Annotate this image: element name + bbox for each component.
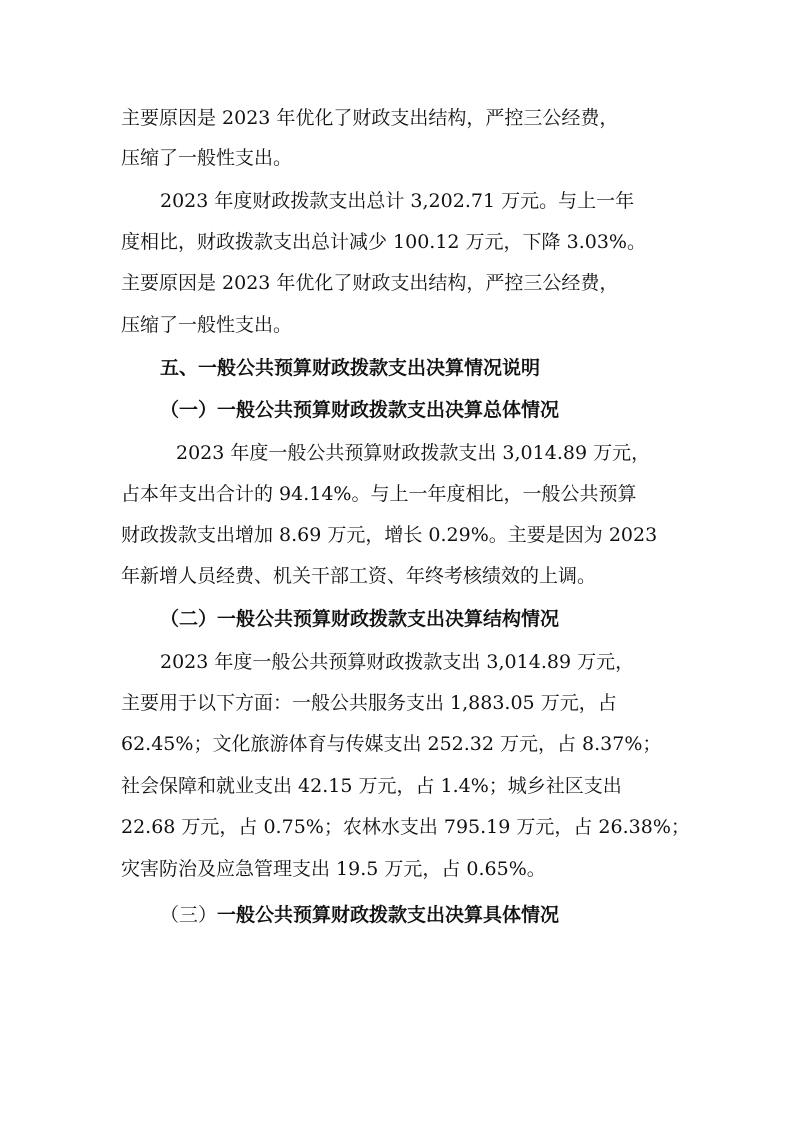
- para3-line3: 财政拨款支出增加 8.69 万元，增长 0.29%。主要是因为 2023: [121, 524, 658, 546]
- para4-line2: 主要用于以下方面：一般公共服务支出 1,883.05 万元，占: [121, 692, 617, 714]
- section5-heading: 五、一般公共预算财政拨款支出决算情况说明: [160, 357, 541, 379]
- subsection3-title: 一般公共预算财政拨款支出决算具体情况: [217, 904, 560, 926]
- para3-line4: 年新增人员经费、机关干部工资、年终考核绩效的上调。: [121, 565, 597, 587]
- subsection2-heading: （二）一般公共预算财政拨款支出决算结构情况: [160, 608, 560, 630]
- subsection1-heading: （一）一般公共预算财政拨款支出决算总体情况: [160, 399, 560, 421]
- para4-line5: 22.68 万元，占 0.75%；农林水支出 795.19 万元，占 26.38%；: [121, 816, 690, 838]
- para2-line2: 度相比，财政拨款支出总计减少 100.12 万元，下降 3.03%。: [121, 231, 646, 253]
- para3-line1: 2023 年度一般公共预算财政拨款支出 3,014.89 万元，: [176, 442, 651, 464]
- subsection3-heading: [160, 902, 559, 928]
- para2-line4: 压缩了一般性支出。: [121, 314, 293, 336]
- para3-line2: 占本年支出合计的 94.14%。与上一年度相比，一般公共预算: [121, 483, 637, 505]
- para4-line3: 62.45%；文化旅游体育与传媒支出 252.32 万元，占 8.37%；: [121, 733, 662, 755]
- para1-line1: 主要原因是 2023 年优化了财政支出结构，严控三公经费，: [121, 107, 619, 129]
- para2-line1: 2023 年度财政拨款支出总计 3,202.71 万元。与上一年: [160, 190, 635, 212]
- para4-line1: 2023 年度一般公共预算财政拨款支出 3,014.89 万元，: [160, 651, 635, 673]
- para2-line3: 主要原因是 2023 年优化了财政支出结构，严控三公经费，: [121, 272, 619, 294]
- subsection3-prefix: （三）: [160, 904, 218, 926]
- para1-line2: 压缩了一般性支出。: [121, 147, 293, 169]
- para4-line4: 社会保障和就业支出 42.15 万元，占 1.4%；城乡社区支出: [121, 775, 622, 797]
- para4-line6: 灾害防治及应急管理支出 19.5 万元，占 0.65%。: [121, 858, 546, 880]
